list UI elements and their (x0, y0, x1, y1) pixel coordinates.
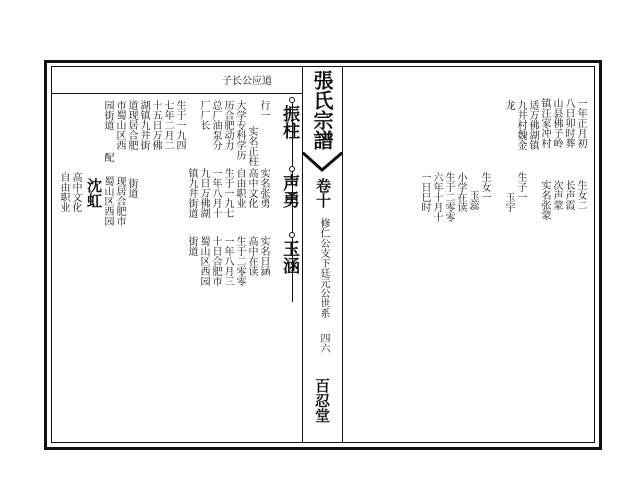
person-note: 镇汪家冲村 (539, 98, 550, 148)
header-rule (51, 93, 302, 94)
person-note: 七年二月二 (162, 100, 173, 150)
spine-left-rule (302, 66, 303, 443)
person-note: 生于二零零 (443, 172, 454, 222)
person-note: 自由职业 (234, 168, 245, 208)
person-note: 九井村魏金 (515, 100, 526, 150)
person-note: 蜀山区西园 (102, 176, 113, 226)
person-note: 实名张勇 (258, 168, 269, 208)
person-note: 街道 (126, 178, 137, 198)
person-note: 总厂油泵分 (210, 100, 221, 150)
person-note: 现居合肥市 (114, 176, 125, 226)
spine-title: 張氏宗譜 (310, 70, 334, 150)
person-note: 玉蕊 (467, 190, 478, 210)
lineage-node (289, 232, 295, 238)
spine-page-number: 四六 (318, 333, 329, 353)
person-note: 一年八月十 (210, 168, 221, 218)
person-note: 厂厂长 (198, 100, 209, 130)
person-note: 蜀山区西园 (198, 236, 209, 286)
spine-branch: 修仁公支下廷元公世系 (318, 218, 329, 318)
person-note: 十五日万佛 (150, 100, 161, 150)
spouse-name: 沈虹 (85, 178, 103, 208)
person-note: 生于一九七 (222, 168, 233, 218)
person-note: 一年正月初 (575, 98, 586, 148)
person-note: 九日万佛湖 (198, 168, 209, 218)
person-note: 长声霞 (563, 180, 574, 210)
person-note: 实名日涵 (258, 236, 269, 276)
spine-right-rule (342, 66, 343, 443)
person-note: 龙 (503, 100, 514, 110)
person-note: 高中文化 (246, 168, 257, 208)
spouse-note: 自由职业 (58, 172, 69, 212)
person-note: 园街道 (102, 100, 113, 130)
spouse-marker: 配 (102, 152, 113, 162)
branch-header: 子长公应道 (222, 76, 272, 87)
spine-chevron (302, 152, 343, 172)
person-note: 六年十月十 (431, 172, 442, 222)
person-note: 适万佛湖镇 (527, 100, 538, 150)
person-note: 道现居合肥 (126, 100, 137, 150)
person-name: 玉涵 (279, 240, 299, 274)
person-note: 市蜀山区西 (114, 100, 125, 150)
lineage-node (289, 97, 295, 103)
person-note: 镇九井街道 (186, 168, 197, 218)
person-note: 实名正柱 (246, 126, 257, 166)
person-note: 街道 (186, 236, 197, 256)
person-note: 生于二零零 (234, 236, 245, 286)
spine-hall-name: 百忍堂 (313, 378, 331, 423)
spine-volume: 卷十 (314, 178, 332, 208)
person-note: 十日合肥市 (210, 236, 221, 286)
person-note: 行一 (258, 100, 269, 120)
person-note: 生于一九四 (174, 100, 185, 150)
person-note: 生女一 (479, 172, 490, 202)
person-note: 湖镇九井街 (138, 100, 149, 150)
person-note: 小学在读 (455, 172, 466, 212)
person-note: 玉宇 (503, 192, 514, 212)
person-note: 生子一 (515, 172, 526, 202)
person-note: 实名张蒙 (539, 180, 550, 220)
person-note: 历合肥动力 (222, 100, 233, 150)
person-note: 高中在读 (246, 236, 257, 276)
person-note: 大学专科学历 (234, 100, 245, 160)
lineage-node (289, 166, 295, 172)
person-note: 山县佛子岭 (551, 98, 562, 148)
person-name: 声勇 (279, 174, 299, 208)
person-note: 八日卯时葬 (563, 98, 574, 148)
spouse-note: 高中文化 (70, 172, 81, 212)
person-note: 生女二 (575, 180, 586, 210)
person-note: 一年八月三 (222, 236, 233, 286)
person-name: 振柱 (279, 105, 299, 139)
person-note: 次声蒙 (551, 180, 562, 210)
person-note: 一日巳时 (419, 172, 430, 212)
